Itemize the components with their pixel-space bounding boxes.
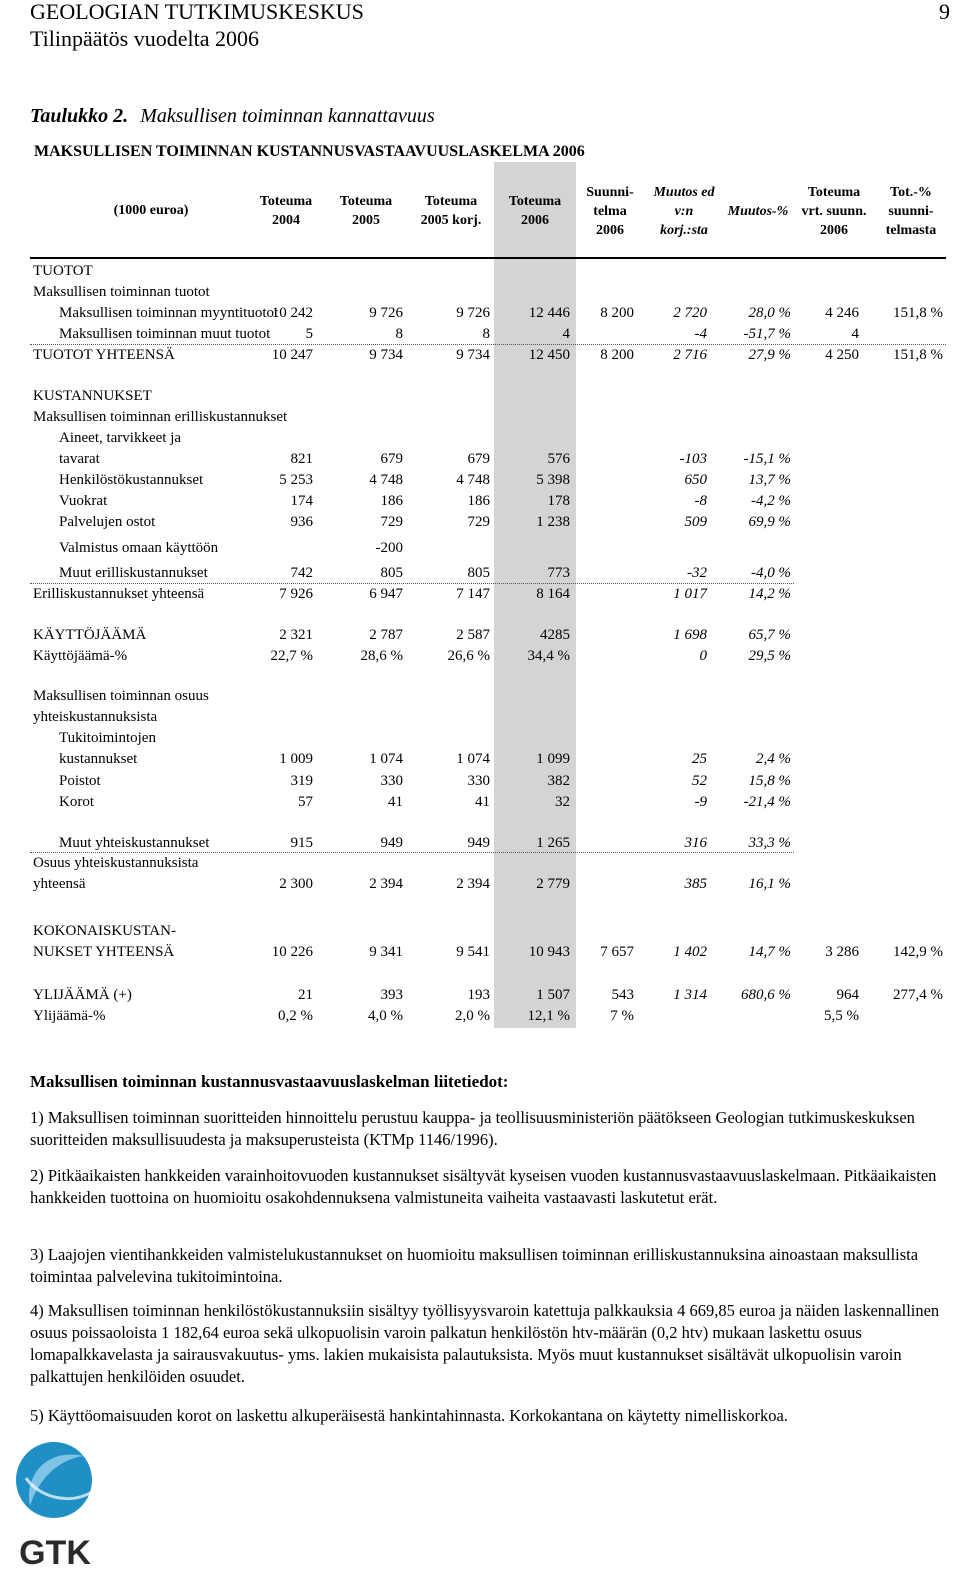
row-label-erill: Maksullisen toiminnan erilliskustannukset [33,409,288,425]
row-label-muut-tuotot: Maksullisen toiminnan muut tuotot [59,326,271,342]
cell-koko2-c9: 142,9 % [893,944,943,960]
cell-palvelut-c3: 729 [467,514,490,530]
cell-palvelut-c4: 1 238 [536,514,570,530]
cell-tuotot-yht-c8: 4 250 [825,347,859,363]
cell-muut-tuotot-c1: 5 [305,326,313,342]
row-label-koko2: NUKSET YHTEENSÄ [33,944,175,960]
row-label-henk: Henkilöstökustannukset [59,472,204,488]
cell-erill-yht-c2: 6 947 [369,586,403,602]
cell-koko2-c8: 3 286 [825,944,859,960]
cell-kayttojaama-pct-c1: 22,7 % [270,648,313,664]
cell-erill-yht-c7: 14,2 % [748,586,791,602]
cell-ylijaama-c6: 1 314 [673,987,707,1003]
separator-revenue [30,344,946,345]
cell-aineet2-c3: 679 [467,451,490,467]
cell-kayttojaama-pct-c2: 28,6 % [360,648,403,664]
cell-poistot-c3: 330 [467,773,490,789]
cell-muut-erill-c6: -32 [687,565,707,581]
col-suunnitelma-2006: Suunni- telma 2006 [586,185,634,238]
cell-korot-c1: 57 [298,794,313,810]
cell-muut-tuotot-c8: 4 [851,326,859,342]
row-label-kayttojaama-pct: Käyttöjäämä-% [33,648,128,664]
cell-henk-c4: 5 398 [536,472,570,488]
cell-tuotot-yht-c7: 27,9 % [748,347,791,363]
table-title [30,105,435,128]
cell-aineet2-c4: 576 [547,451,570,467]
cell-tuki2-c1: 1 009 [279,751,313,767]
cell-aineet2-c1: 821 [290,451,313,467]
cell-palvelut-c2: 729 [380,514,403,530]
cell-muut-yhteis-c4: 1 265 [536,835,570,851]
cell-myynti-c3: 9 726 [456,305,490,321]
cell-tuotot-yht-c9: 151,8 % [893,347,943,363]
cell-koko2-c4: 10 943 [528,944,570,960]
row-label-myynti: Maksullisen toiminnan myyntituotot [59,305,279,321]
row-label-aineet1: Aineet, tarvikkeet ja [59,430,182,446]
header-rule [30,257,946,259]
cell-muut-tuotot-c4: 4 [562,326,570,342]
col-tot-pct-suunnitelmasta: Tot.-% suunni- telmasta [885,185,937,238]
cell-kayttojaama-pct-c6: 0 [699,648,707,664]
cell-erill-yht-c1: 7 926 [279,586,313,602]
cell-kayttojaama-pct-c3: 26,6 % [447,648,490,664]
cell-ylijaama-c9: 277,4 % [893,987,943,1003]
col-toteuma-2004: Toteuma 2004 [259,194,313,228]
cell-korot-c2: 41 [388,794,403,810]
cell-korot-c4: 32 [555,794,570,810]
cell-poistot-c6: 52 [692,773,707,789]
calculation-title: MAKSULLISEN TOIMINNAN KUSTANNUSVASTAAVUUSLASKELMA 2006 [34,143,585,160]
cell-vuokrat-c3: 186 [467,493,490,509]
cell-kayttojaama-c1: 2 321 [279,627,313,643]
cell-vuokrat-c1: 174 [290,493,313,509]
row-label-tuotot-yht: TUOTOT YHTEENSÄ [33,347,175,363]
row-label-tuki1: Tukitoimintojen [59,730,156,746]
cell-koko2-c5: 7 657 [600,944,634,960]
cell-valmistus-c2: -200 [375,540,403,556]
note-1: 1) Maksullisen toiminnan suoritteiden hinnoittelu perustuu kauppa- ja teollisuusministeriön päätökseen Geologian tutkimuskeskuksen suoritteiden maksullisuudesta ja maksuperusteista (KTMp 1146/1996). [30,1108,915,1149]
row-label-osuus2: yhteiskustannuksista [33,709,158,725]
cell-ylijaama-c8: 964 [836,987,859,1003]
col-muutos-ed: Muutos ed v:n korj.:sta [653,185,715,238]
cell-poistot-c4: 382 [547,773,570,789]
cell-henk-c7: 13,7 % [748,472,791,488]
note-3: 3) Laajojen vientihankkeiden valmistelukustannukset on huomioitu maksullisen toiminnan erilliskustannuksina ainoastaan maksullista toimintaa palvelevina tukitoimintoina. [30,1245,919,1286]
cell-erill-yht-c3: 7 147 [456,586,490,602]
row-label-osuus-yht2: yhteensä [33,876,86,892]
row-label-poistot: Poistot [59,773,101,789]
cell-myynti-c6: 2 720 [673,305,707,321]
row-label-ylijaama-pct: Ylijäämä-% [33,1008,106,1024]
cell-koko2-c3: 9 541 [456,944,490,960]
cell-kayttojaama-c2: 2 787 [369,627,403,643]
cell-kayttojaama-c6: 1 698 [673,627,707,643]
cell-ylijaama-pct-c3: 2,0 % [455,1008,490,1024]
notes-title: Maksullisen toiminnan kustannusvastaavuuslaskelman liitetiedot: [30,1072,509,1091]
cell-ylijaama-pct-c8: 5,5 % [824,1008,859,1024]
cell-myynti-c7: 28,0 % [748,305,791,321]
row-label-muut-yhteis: Muut yhteiskustannukset [59,835,210,851]
cell-myynti-c8: 4 246 [825,305,859,321]
cell-muut-yhteis-c3: 949 [467,835,490,851]
row-label-aineet2: tavarat [59,451,100,467]
note-2: 2) Pitkäaikaisten hankkeiden varainhoitovuoden kustannukset sisältyvät kyseisen vuoden kustannusvastaavuuslaskelmaan. Pitkäaikaisten hankkeiden tuottoina on huomioitu osakohdennuksena valmistuneita vaiheita vastaavasti laskutetut erät. [30,1166,937,1207]
cell-osuus-yht2-c4: 2 779 [536,876,570,892]
cell-myynti-c4: 12 446 [528,305,570,321]
cell-ylijaama-c2: 393 [380,987,403,1003]
table-number: Taulukko 2. [30,105,129,127]
page-number: 9 [939,0,950,24]
row-label-tuki2: kustannukset [59,751,138,767]
col-toteuma-2005-korj: Toteuma 2005 korj. [420,194,482,228]
cell-myynti-c9: 151,8 % [893,305,943,321]
cell-osuus-yht2-c7: 16,1 % [748,876,791,892]
cell-poistot-c7: 15,8 % [748,773,791,789]
row-label-kayttojaama: KÄYTTÖJÄÄMÄ [33,627,147,643]
cell-henk-c1: 5 253 [279,472,313,488]
cell-kayttojaama-pct-c4: 34,4 % [527,648,570,664]
cell-ylijaama-c3: 193 [467,987,490,1003]
cell-muut-erill-c1: 742 [290,565,313,581]
cell-kayttojaama-c4: 4285 [540,627,570,643]
separator-overheads [30,852,794,853]
cell-kayttojaama-pct-c7: 29,5 % [748,648,791,664]
cell-osuus-yht2-c2: 2 394 [369,876,403,892]
cell-muut-yhteis-c7: 33,3 % [748,835,791,851]
cell-tuotot-yht-c6: 2 716 [673,347,707,363]
cell-aineet2-c6: -103 [679,451,707,467]
cell-ylijaama-c5: 543 [611,987,634,1003]
col-muutos-pct: Muutos-% [727,204,789,219]
cell-osuus-yht2-c3: 2 394 [456,876,490,892]
row-label-mak-tuotot: Maksullisen toiminnan tuotot [33,284,210,300]
row-label-osuus-yht1: Osuus yhteiskustannuksista [33,855,199,871]
cell-kayttojaama-c3: 2 587 [456,627,490,643]
cell-ylijaama-c4: 1 507 [536,987,570,1003]
cell-muut-yhteis-c1: 915 [290,835,313,851]
row-label-tuotot: TUOTOT [33,263,93,279]
gtk-logo-text: GTK [19,1534,91,1572]
cell-aineet2-c2: 679 [380,451,403,467]
table-name: Maksullisen toiminnan kannattavuus [140,105,435,127]
cell-muut-erill-c7: -4,0 % [751,565,791,581]
row-label-muut-erill: Muut erilliskustannukset [59,565,208,581]
cell-myynti-c5: 8 200 [600,305,634,321]
cell-muut-erill-c3: 805 [467,565,490,581]
cell-henk-c3: 4 748 [456,472,490,488]
row-label-koko1: KOKONAISKUSTAN- [33,923,176,939]
cell-muut-tuotot-c7: -51,7 % [743,326,791,342]
cell-muut-yhteis-c6: 316 [684,835,707,851]
cell-osuus-yht2-c1: 2 300 [279,876,313,892]
row-label-kust: KUSTANNUKSET [33,388,152,404]
cell-palvelut-c6: 509 [684,514,707,530]
row-label-osuus1: Maksullisen toiminnan osuus [33,688,209,704]
separator-direct-costs [30,583,794,584]
cell-vuokrat-c6: -8 [694,493,707,509]
cell-korot-c6: -9 [694,794,707,810]
row-label-ylijaama: YLIJÄÄMÄ (+) [33,987,132,1003]
cell-myynti-c2: 9 726 [369,305,403,321]
row-label-vuokrat: Vuokrat [59,493,108,509]
cell-palvelut-c1: 936 [290,514,313,530]
cell-erill-yht-c6: 1 017 [673,586,707,602]
cell-muut-erill-c2: 805 [380,565,403,581]
cell-koko2-c1: 10 226 [271,944,313,960]
cell-henk-c6: 650 [684,472,707,488]
cell-koko2-c2: 9 341 [369,944,403,960]
cell-ylijaama-c7: 680,6 % [741,987,791,1003]
col-toteuma-vrt-suunn: Toteuma vrt. suunn. 2006 [801,185,867,238]
cell-palvelut-c7: 69,9 % [748,514,791,530]
cell-ylijaama-pct-c2: 4,0 % [368,1008,403,1024]
cell-tuki2-c7: 2,4 % [756,751,791,767]
unit-label: (1000 euroa) [113,203,189,218]
report-subtitle: Tilinpäätös vuodelta 2006 [30,26,259,51]
cell-korot-c3: 41 [475,794,490,810]
cell-muut-yhteis-c2: 949 [380,835,403,851]
cell-muut-tuotot-c6: -4 [694,326,707,342]
col-toteuma-2006: Toteuma 2006 [508,194,562,228]
cell-korot-c7: -21,4 % [743,794,791,810]
cell-tuki2-c2: 1 074 [369,751,403,767]
cell-tuki2-c3: 1 074 [456,751,490,767]
cell-ylijaama-pct-c4: 12,1 % [527,1008,570,1024]
cell-muut-erill-c4: 773 [547,565,570,581]
cell-tuotot-yht-c5: 8 200 [600,347,634,363]
cell-muut-tuotot-c3: 8 [482,326,490,342]
gtk-logo [8,1436,102,1576]
note-5: 5) Käyttöomaisuuden korot on laskettu alkuperäisestä hankintahinnasta. Korkokantana on käytetty nimelliskorkoa. [30,1406,788,1425]
cell-vuokrat-c2: 186 [380,493,403,509]
cell-poistot-c1: 319 [290,773,313,789]
cell-henk-c2: 4 748 [369,472,403,488]
cell-ylijaama-pct-c5: 7 % [610,1008,634,1024]
cell-erill-yht-c4: 8 164 [536,586,570,602]
cell-ylijaama-c1: 21 [298,987,313,1003]
cell-ylijaama-pct-c1: 0,2 % [278,1008,313,1024]
cell-tuki2-c6: 25 [692,751,707,767]
cell-tuotot-yht-c4: 12 450 [528,347,570,363]
cell-koko2-c7: 14,7 % [748,944,791,960]
cell-muut-tuotot-c2: 8 [395,326,403,342]
cell-tuotot-yht-c2: 9 734 [369,347,403,363]
cell-tuotot-yht-c1: 10 247 [271,347,313,363]
note-4: 4) Maksullisen toiminnan henkilöstökustannuksiin sisältyy työllisyysvaroin katettuja palkkauksia 4 669,85 euroa ja näiden laskennallinen osuus poissaoloista 1 182,64 euroa sekä ulkopuolisin varoin palkatun henkilöstön htv-määrän (0,2 htv) mukaan laskettu osuus lomapalkkavelasta ja sairausvakuutus- yms. lakien mukaisista palautuksista. Myös muut kustannukset sisältävät ulkopuolisin varoin palkattujen henkilöiden osuudet. [30,1301,940,1386]
col-toteuma-2005: Toteuma 2005 [339,194,393,228]
cell-vuokrat-c7: -4,2 % [751,493,791,509]
row-label-erill-yht: Erilliskustannukset yhteensä [33,586,205,602]
cell-aineet2-c7: -15,1 % [743,451,791,467]
cell-vuokrat-c4: 178 [547,493,570,509]
cell-poistot-c2: 330 [380,773,403,789]
row-label-korot: Korot [59,794,94,810]
cell-tuki2-c4: 1 099 [536,751,570,767]
cell-osuus-yht2-c6: 385 [684,876,707,892]
cell-kayttojaama-c7: 65,7 % [748,627,791,643]
org-name: GEOLOGIAN TUTKIMUSKESKUS [30,0,364,24]
row-label-palvelut: Palvelujen ostot [59,514,156,530]
cell-myynti-c1: 10 242 [271,305,313,321]
cell-koko2-c6: 1 402 [673,944,707,960]
row-label-valmistus: Valmistus omaan käyttöön [59,540,219,556]
cell-tuotot-yht-c3: 9 734 [456,347,490,363]
